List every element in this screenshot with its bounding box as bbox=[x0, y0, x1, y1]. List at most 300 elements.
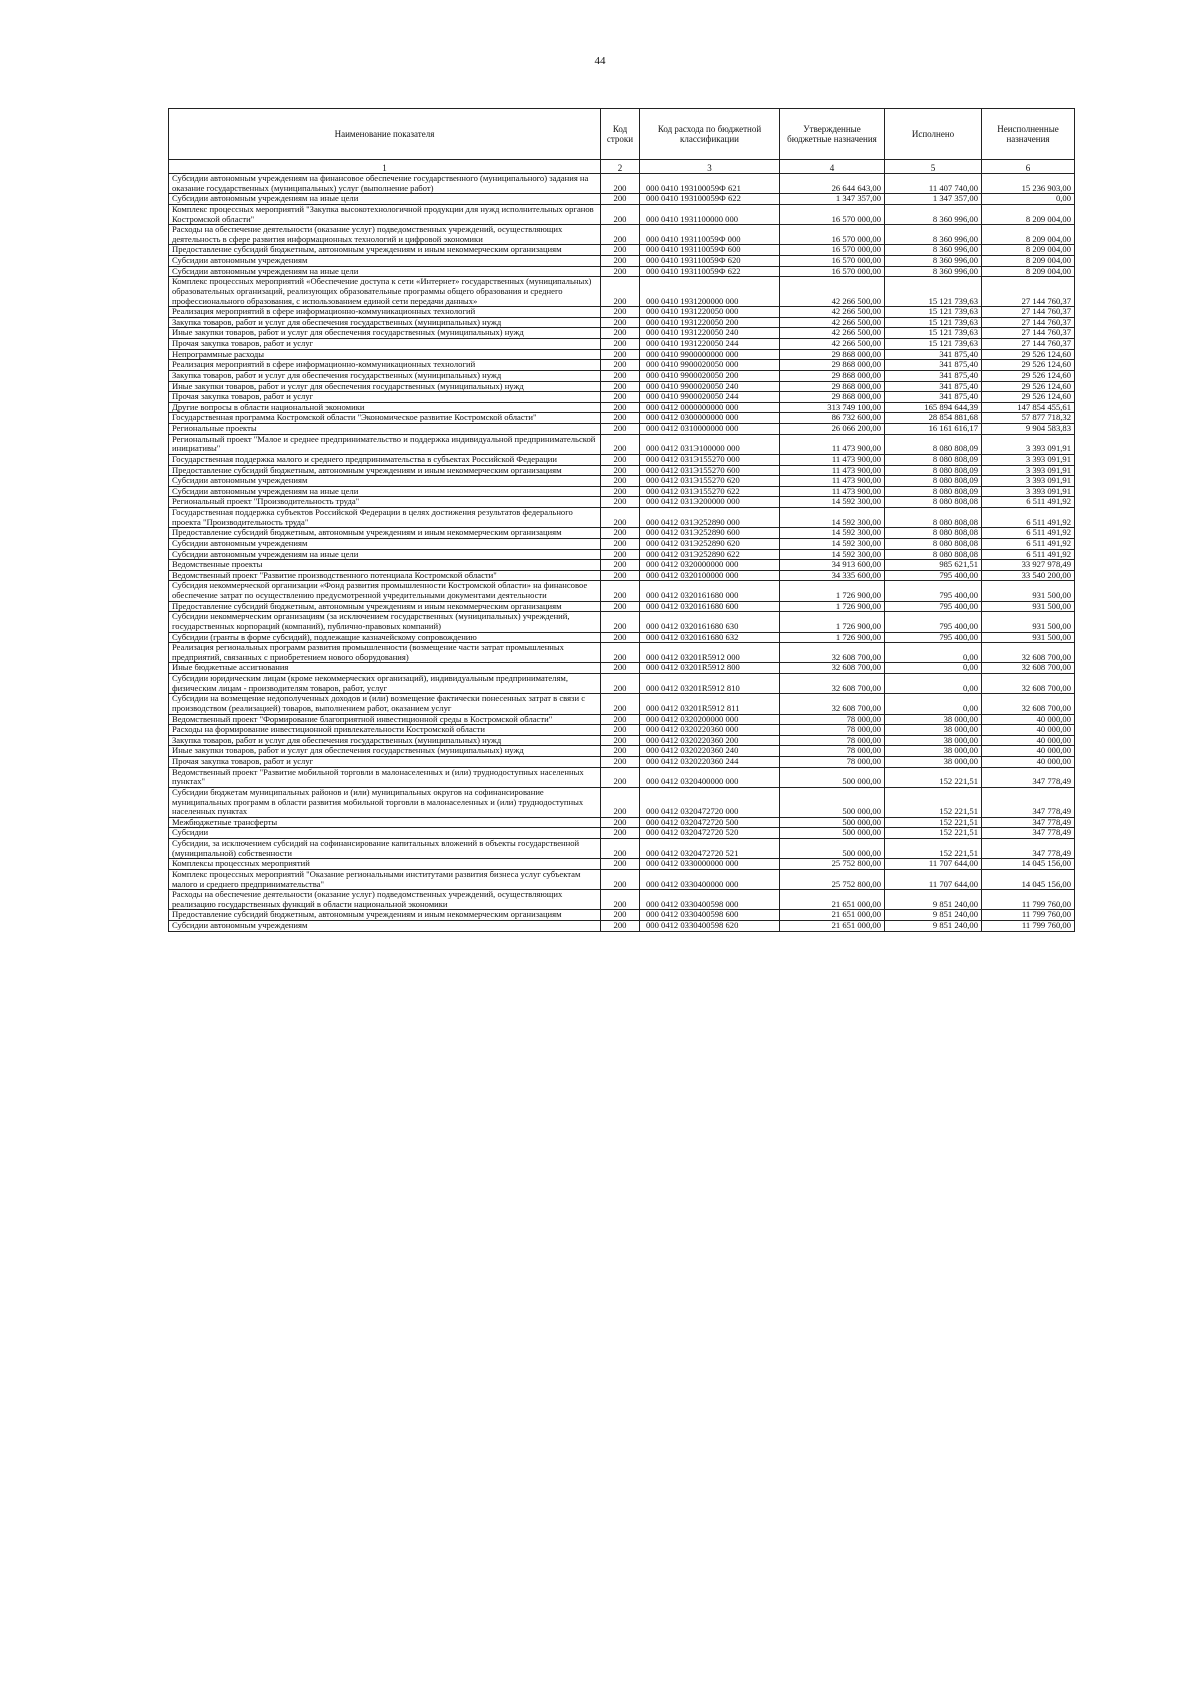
row-executed-cell: 8 080 808,09 bbox=[885, 454, 982, 465]
table-row bbox=[169, 454, 1075, 465]
row-unexecuted-cell: 33 540 200,00 bbox=[982, 570, 1075, 581]
row-line-code-cell: 200 bbox=[601, 225, 640, 245]
row-approved-cell: 34 335 600,00 bbox=[780, 570, 885, 581]
table-row bbox=[169, 663, 1075, 674]
row-line-code-cell: 200 bbox=[601, 381, 640, 392]
column-number: 3 bbox=[640, 160, 780, 174]
row-line-code-cell: 200 bbox=[601, 663, 640, 674]
row-budget-code-cell: 000 0412 031Э155270 620 bbox=[640, 476, 780, 487]
table-row bbox=[169, 787, 1075, 817]
row-unexecuted-cell: 40 000,00 bbox=[982, 757, 1075, 768]
row-budget-code-cell: 000 0412 0320200000 000 bbox=[640, 714, 780, 725]
row-name-cell: Предоставление субсидий бюджетным, автономным учреждениям и иным некоммерческим организациям bbox=[169, 528, 601, 539]
row-executed-cell: 15 121 739,63 bbox=[885, 328, 982, 339]
row-budget-code-cell: 000 0412 0320000000 000 bbox=[640, 560, 780, 571]
row-unexecuted-cell: 9 904 583,83 bbox=[982, 424, 1075, 435]
row-approved-cell: 34 913 600,00 bbox=[780, 560, 885, 571]
row-name-cell: Расходы на обеспечение деятельности (оказание услуг) подведомственных учреждений, осуществляющих деятельность в сфере развития информационных технологий и цифровой экономики bbox=[169, 225, 601, 245]
row-executed-cell: 38 000,00 bbox=[885, 735, 982, 746]
row-unexecuted-cell: 29 526 124,60 bbox=[982, 381, 1075, 392]
row-budget-code-cell: 000 0410 9900020050 000 bbox=[640, 360, 780, 371]
row-budget-code-cell: 000 0412 03201R5912 000 bbox=[640, 643, 780, 663]
row-line-code-cell: 200 bbox=[601, 612, 640, 632]
table-row bbox=[169, 921, 1075, 932]
page-number: 44 bbox=[594, 55, 606, 67]
row-name-cell: Закупка товаров, работ и услуг для обеспечения государственных (муниципальных) нужд bbox=[169, 317, 601, 328]
table-row bbox=[169, 424, 1075, 435]
row-budget-code-cell: 000 0412 0330400598 620 bbox=[640, 921, 780, 932]
row-unexecuted-cell: 8 209 004,00 bbox=[982, 204, 1075, 224]
row-unexecuted-cell: 8 209 004,00 bbox=[982, 225, 1075, 245]
row-line-code-cell: 200 bbox=[601, 174, 640, 194]
row-approved-cell: 21 651 000,00 bbox=[780, 921, 885, 932]
row-unexecuted-cell: 27 144 760,37 bbox=[982, 317, 1075, 328]
row-unexecuted-cell: 27 144 760,37 bbox=[982, 307, 1075, 318]
row-budget-code-cell: 000 0412 0310000000 000 bbox=[640, 424, 780, 435]
row-executed-cell: 28 854 881,68 bbox=[885, 413, 982, 424]
column-number: 1 bbox=[169, 160, 601, 174]
row-unexecuted-cell: 11 799 760,00 bbox=[982, 921, 1075, 932]
row-line-code-cell: 200 bbox=[601, 910, 640, 921]
row-name-cell: Реализация региональных программ развития промышленности (возмещение части затрат промышленных предприятий, связанных с приобретением нового оборудования) bbox=[169, 643, 601, 663]
row-executed-cell: 795 400,00 bbox=[885, 632, 982, 643]
row-name-cell: Субсидии автономным учреждениям на иные цели bbox=[169, 266, 601, 277]
row-unexecuted-cell: 931 500,00 bbox=[982, 612, 1075, 632]
table-row bbox=[169, 225, 1075, 245]
table-row bbox=[169, 465, 1075, 476]
row-line-code-cell: 200 bbox=[601, 360, 640, 371]
row-budget-code-cell: 000 0412 031Э155270 000 bbox=[640, 454, 780, 465]
row-executed-cell: 38 000,00 bbox=[885, 757, 982, 768]
row-approved-cell: 500 000,00 bbox=[780, 767, 885, 787]
table-row bbox=[169, 328, 1075, 339]
row-unexecuted-cell: 14 045 156,00 bbox=[982, 869, 1075, 889]
row-unexecuted-cell: 3 393 091,91 bbox=[982, 486, 1075, 497]
row-budget-code-cell: 000 0410 9900020050 200 bbox=[640, 370, 780, 381]
row-budget-code-cell: 000 0410 9900020050 244 bbox=[640, 392, 780, 403]
table-row bbox=[169, 694, 1075, 714]
column-number-row bbox=[169, 160, 1075, 174]
table-row bbox=[169, 402, 1075, 413]
row-unexecuted-cell: 6 511 491,92 bbox=[982, 497, 1075, 508]
row-executed-cell: 341 875,40 bbox=[885, 381, 982, 392]
row-name-cell: Субсидия некоммерческой организации «Фонд развития промышленности Костромской области» на финансовое обеспечение затрат по осуществлению предусмотренной учредительными документами деятельности bbox=[169, 581, 601, 601]
row-executed-cell: 8 080 808,08 bbox=[885, 497, 982, 508]
table-row bbox=[169, 317, 1075, 328]
table-row bbox=[169, 349, 1075, 360]
row-line-code-cell: 200 bbox=[601, 869, 640, 889]
header-name: Наименование показателя bbox=[169, 109, 601, 160]
row-name-cell: Комплекс процессных мероприятий "Закупка высокотехнологичной продукции для нужд исполнительных органов Костромской области" bbox=[169, 204, 601, 224]
row-executed-cell: 341 875,40 bbox=[885, 360, 982, 371]
row-budget-code-cell: 000 0412 0320161680 630 bbox=[640, 612, 780, 632]
row-approved-cell: 78 000,00 bbox=[780, 714, 885, 725]
row-unexecuted-cell: 6 511 491,92 bbox=[982, 508, 1075, 528]
row-approved-cell: 25 752 800,00 bbox=[780, 859, 885, 870]
row-executed-cell: 8 080 808,08 bbox=[885, 528, 982, 539]
row-approved-cell: 14 592 300,00 bbox=[780, 528, 885, 539]
row-unexecuted-cell: 3 393 091,91 bbox=[982, 465, 1075, 476]
row-unexecuted-cell: 8 209 004,00 bbox=[982, 266, 1075, 277]
row-budget-code-cell: 000 0410 1931220050 244 bbox=[640, 339, 780, 350]
table-row bbox=[169, 890, 1075, 910]
row-budget-code-cell: 000 0412 031Э155270 622 bbox=[640, 486, 780, 497]
row-approved-cell: 1 726 900,00 bbox=[780, 612, 885, 632]
row-approved-cell: 1 347 357,00 bbox=[780, 194, 885, 205]
table-row bbox=[169, 277, 1075, 307]
table-row bbox=[169, 381, 1075, 392]
row-budget-code-cell: 000 0412 0320161680 600 bbox=[640, 601, 780, 612]
row-budget-code-cell: 000 0410 1931200000 000 bbox=[640, 277, 780, 307]
row-line-code-cell: 200 bbox=[601, 194, 640, 205]
row-name-cell: Иные закупки товаров, работ и услуг для обеспечения государственных (муниципальных) нужд bbox=[169, 381, 601, 392]
row-unexecuted-cell: 32 608 700,00 bbox=[982, 694, 1075, 714]
row-approved-cell: 86 732 600,00 bbox=[780, 413, 885, 424]
row-executed-cell: 15 121 739,63 bbox=[885, 339, 982, 350]
row-budget-code-cell: 000 0410 193100059Ф 622 bbox=[640, 194, 780, 205]
row-unexecuted-cell: 347 778,49 bbox=[982, 787, 1075, 817]
table-row bbox=[169, 674, 1075, 694]
row-executed-cell: 0,00 bbox=[885, 663, 982, 674]
row-unexecuted-cell: 40 000,00 bbox=[982, 714, 1075, 725]
table-row bbox=[169, 528, 1075, 539]
row-name-cell: Другие вопросы в области национальной экономики bbox=[169, 402, 601, 413]
row-name-cell: Субсидии автономным учреждениям на иные цели bbox=[169, 486, 601, 497]
row-line-code-cell: 200 bbox=[601, 643, 640, 663]
row-approved-cell: 14 592 300,00 bbox=[780, 549, 885, 560]
row-name-cell: Иные бюджетные ассигнования bbox=[169, 663, 601, 674]
row-unexecuted-cell: 29 526 124,60 bbox=[982, 370, 1075, 381]
row-approved-cell: 1 726 900,00 bbox=[780, 581, 885, 601]
row-budget-code-cell: 000 0412 0300000000 000 bbox=[640, 413, 780, 424]
table-row bbox=[169, 581, 1075, 601]
row-line-code-cell: 200 bbox=[601, 245, 640, 256]
row-name-cell: Предоставление субсидий бюджетным, автономным учреждениям и иным некоммерческим организациям bbox=[169, 245, 601, 256]
row-executed-cell: 38 000,00 bbox=[885, 746, 982, 757]
table-row bbox=[169, 476, 1075, 487]
row-executed-cell: 152 221,51 bbox=[885, 828, 982, 839]
table-row bbox=[169, 486, 1075, 497]
row-unexecuted-cell: 931 500,00 bbox=[982, 601, 1075, 612]
row-line-code-cell: 200 bbox=[601, 632, 640, 643]
budget-execution-table bbox=[168, 108, 1075, 932]
row-executed-cell: 0,00 bbox=[885, 694, 982, 714]
row-budget-code-cell: 000 0412 031Э252890 600 bbox=[640, 528, 780, 539]
table-row bbox=[169, 307, 1075, 318]
row-unexecuted-cell: 3 393 091,91 bbox=[982, 454, 1075, 465]
row-name-cell: Субсидии автономным учреждениям bbox=[169, 921, 601, 932]
row-approved-cell: 14 592 300,00 bbox=[780, 497, 885, 508]
row-budget-code-cell: 000 0410 193110059Ф 622 bbox=[640, 266, 780, 277]
row-name-cell: Региональный проект "Малое и среднее предпринимательство и поддержка индивидуальной предпринимательской инициативы" bbox=[169, 434, 601, 454]
row-unexecuted-cell: 40 000,00 bbox=[982, 725, 1075, 736]
row-line-code-cell: 200 bbox=[601, 497, 640, 508]
row-line-code-cell: 200 bbox=[601, 424, 640, 435]
row-line-code-cell: 200 bbox=[601, 277, 640, 307]
row-name-cell: Региональный проект "Производительность труда" bbox=[169, 497, 601, 508]
table-row bbox=[169, 725, 1075, 736]
row-line-code-cell: 200 bbox=[601, 767, 640, 787]
row-line-code-cell: 200 bbox=[601, 204, 640, 224]
row-name-cell: Иные закупки товаров, работ и услуг для обеспечения государственных (муниципальных) нужд bbox=[169, 746, 601, 757]
row-line-code-cell: 200 bbox=[601, 392, 640, 403]
row-approved-cell: 78 000,00 bbox=[780, 757, 885, 768]
table-row bbox=[169, 508, 1075, 528]
row-approved-cell: 32 608 700,00 bbox=[780, 674, 885, 694]
row-line-code-cell: 200 bbox=[601, 528, 640, 539]
row-executed-cell: 152 221,51 bbox=[885, 787, 982, 817]
table-row bbox=[169, 869, 1075, 889]
row-line-code-cell: 200 bbox=[601, 828, 640, 839]
row-line-code-cell: 200 bbox=[601, 549, 640, 560]
row-name-cell: Ведомственный проект "Развитие производственного потенциала Костромской области" bbox=[169, 570, 601, 581]
row-line-code-cell: 200 bbox=[601, 581, 640, 601]
row-name-cell: Прочая закупка товаров, работ и услуг bbox=[169, 339, 601, 350]
row-executed-cell: 152 221,51 bbox=[885, 817, 982, 828]
row-budget-code-cell: 000 0412 0320100000 000 bbox=[640, 570, 780, 581]
row-unexecuted-cell: 8 209 004,00 bbox=[982, 245, 1075, 256]
table-row bbox=[169, 839, 1075, 859]
row-budget-code-cell: 000 0412 0320472720 500 bbox=[640, 817, 780, 828]
row-approved-cell: 16 570 000,00 bbox=[780, 266, 885, 277]
row-budget-code-cell: 000 0412 0330000000 000 bbox=[640, 859, 780, 870]
row-executed-cell: 8 080 808,09 bbox=[885, 465, 982, 476]
row-approved-cell: 29 868 000,00 bbox=[780, 349, 885, 360]
row-line-code-cell: 200 bbox=[601, 328, 640, 339]
row-budget-code-cell: 000 0412 0320472720 520 bbox=[640, 828, 780, 839]
row-executed-cell: 152 221,51 bbox=[885, 839, 982, 859]
row-executed-cell: 8 360 996,00 bbox=[885, 256, 982, 267]
row-budget-code-cell: 000 0412 031Э155270 600 bbox=[640, 465, 780, 476]
row-executed-cell: 795 400,00 bbox=[885, 570, 982, 581]
row-name-cell: Иные закупки товаров, работ и услуг для обеспечения государственных (муниципальных) нужд bbox=[169, 328, 601, 339]
row-line-code-cell: 200 bbox=[601, 486, 640, 497]
row-budget-code-cell: 000 0412 0330400598 600 bbox=[640, 910, 780, 921]
row-executed-cell: 11 707 644,00 bbox=[885, 859, 982, 870]
row-executed-cell: 11 707 644,00 bbox=[885, 869, 982, 889]
column-number: 2 bbox=[601, 160, 640, 174]
row-executed-cell: 165 894 644,39 bbox=[885, 402, 982, 413]
row-unexecuted-cell: 29 526 124,60 bbox=[982, 349, 1075, 360]
row-line-code-cell: 200 bbox=[601, 787, 640, 817]
row-executed-cell: 795 400,00 bbox=[885, 601, 982, 612]
row-unexecuted-cell: 27 144 760,37 bbox=[982, 339, 1075, 350]
table-row bbox=[169, 256, 1075, 267]
table-row bbox=[169, 767, 1075, 787]
row-approved-cell: 16 570 000,00 bbox=[780, 256, 885, 267]
row-line-code-cell: 200 bbox=[601, 454, 640, 465]
row-executed-cell: 9 851 240,00 bbox=[885, 890, 982, 910]
row-approved-cell: 29 868 000,00 bbox=[780, 392, 885, 403]
row-approved-cell: 25 752 800,00 bbox=[780, 869, 885, 889]
row-approved-cell: 42 266 500,00 bbox=[780, 277, 885, 307]
row-name-cell: Предоставление субсидий бюджетным, автономным учреждениям и иным некоммерческим организациям bbox=[169, 465, 601, 476]
table-row bbox=[169, 714, 1075, 725]
row-executed-cell: 8 360 996,00 bbox=[885, 225, 982, 245]
row-budget-code-cell: 000 0412 0320220360 244 bbox=[640, 757, 780, 768]
row-approved-cell: 500 000,00 bbox=[780, 817, 885, 828]
row-unexecuted-cell: 931 500,00 bbox=[982, 632, 1075, 643]
row-line-code-cell: 200 bbox=[601, 476, 640, 487]
row-line-code-cell: 200 bbox=[601, 307, 640, 318]
header-unexecuted: Неисполненные назначения bbox=[982, 109, 1075, 160]
row-unexecuted-cell: 15 236 903,00 bbox=[982, 174, 1075, 194]
row-approved-cell: 500 000,00 bbox=[780, 839, 885, 859]
row-name-cell: Ведомственные проекты bbox=[169, 560, 601, 571]
column-number: 6 bbox=[982, 160, 1075, 174]
row-budget-code-cell: 000 0410 1931220050 240 bbox=[640, 328, 780, 339]
row-name-cell: Расходы на обеспечение деятельности (оказание услуг) подведомственных учреждений, осуществляющих реализацию государственных функций в области национальной экономики bbox=[169, 890, 601, 910]
row-budget-code-cell: 000 0412 031Э100000 000 bbox=[640, 434, 780, 454]
row-line-code-cell: 200 bbox=[601, 560, 640, 571]
row-approved-cell: 14 592 300,00 bbox=[780, 508, 885, 528]
row-approved-cell: 1 726 900,00 bbox=[780, 601, 885, 612]
row-line-code-cell: 200 bbox=[601, 921, 640, 932]
row-unexecuted-cell: 11 799 760,00 bbox=[982, 890, 1075, 910]
header-executed: Исполнено bbox=[885, 109, 982, 160]
table-row bbox=[169, 360, 1075, 371]
row-name-cell: Межбюджетные трансферты bbox=[169, 817, 601, 828]
row-name-cell: Субсидии автономным учреждениям bbox=[169, 538, 601, 549]
row-approved-cell: 42 266 500,00 bbox=[780, 307, 885, 318]
table-row bbox=[169, 817, 1075, 828]
row-unexecuted-cell: 0,00 bbox=[982, 194, 1075, 205]
row-executed-cell: 152 221,51 bbox=[885, 767, 982, 787]
row-unexecuted-cell: 27 144 760,37 bbox=[982, 277, 1075, 307]
row-approved-cell: 29 868 000,00 bbox=[780, 360, 885, 371]
row-unexecuted-cell: 6 511 491,92 bbox=[982, 549, 1075, 560]
row-unexecuted-cell: 347 778,49 bbox=[982, 817, 1075, 828]
row-approved-cell: 42 266 500,00 bbox=[780, 328, 885, 339]
header-budget-code: Код расхода по бюджетной классификации bbox=[640, 109, 780, 160]
row-executed-cell: 9 851 240,00 bbox=[885, 910, 982, 921]
table-row bbox=[169, 266, 1075, 277]
row-name-cell: Комплекс процессных мероприятий «Обеспечение доступа к сети «Интернет» государственных (муниципальных) образовательных организаций, реализующих образовательные программы общего образования и среднего профессионального образования, с использованием единой сети передачи данных» bbox=[169, 277, 601, 307]
table-row bbox=[169, 549, 1075, 560]
row-approved-cell: 500 000,00 bbox=[780, 787, 885, 817]
row-name-cell: Субсидии бюджетам муниципальных районов и (или) муниципальных округов на софинансирование муниципальных программ в области развития мобильной торговли в малонаселенных и (или) труднодоступных населенных пунктах bbox=[169, 787, 601, 817]
row-name-cell: Субсидии некоммерческим организациям (за исключением государственных (муниципальных) учреждений, государственных корпораций (компаний), публично-правовых компаний) bbox=[169, 612, 601, 632]
row-budget-code-cell: 000 0410 9900000000 000 bbox=[640, 349, 780, 360]
table-row bbox=[169, 434, 1075, 454]
table-row bbox=[169, 757, 1075, 768]
row-budget-code-cell: 000 0412 0330400000 000 bbox=[640, 869, 780, 889]
row-name-cell: Реализация мероприятий в сфере информационно-коммуникационных технологий bbox=[169, 360, 601, 371]
row-name-cell: Государственная программа Костромской области "Экономическое развитие Костромской области" bbox=[169, 413, 601, 424]
row-executed-cell: 8 080 808,08 bbox=[885, 508, 982, 528]
row-name-cell: Субсидии (гранты в форме субсидий), подлежащие казначейскому сопровождению bbox=[169, 632, 601, 643]
row-unexecuted-cell: 40 000,00 bbox=[982, 735, 1075, 746]
row-budget-code-cell: 000 0412 0320220360 200 bbox=[640, 735, 780, 746]
row-name-cell: Предоставление субсидий бюджетным, автономным учреждениям и иным некоммерческим организациям bbox=[169, 601, 601, 612]
row-name-cell: Комплексы процессных мероприятий bbox=[169, 859, 601, 870]
row-line-code-cell: 200 bbox=[601, 694, 640, 714]
row-approved-cell: 32 608 700,00 bbox=[780, 663, 885, 674]
row-approved-cell: 42 266 500,00 bbox=[780, 317, 885, 328]
row-name-cell: Расходы на формирование инвестиционной привлекательности Костромской области bbox=[169, 725, 601, 736]
row-line-code-cell: 200 bbox=[601, 317, 640, 328]
row-budget-code-cell: 000 0412 031Э252890 000 bbox=[640, 508, 780, 528]
row-approved-cell: 78 000,00 bbox=[780, 735, 885, 746]
row-budget-code-cell: 000 0412 03201R5912 810 bbox=[640, 674, 780, 694]
row-line-code-cell: 200 bbox=[601, 735, 640, 746]
table-row bbox=[169, 413, 1075, 424]
row-name-cell: Субсидии автономным учреждениям на финансовое обеспечение государственного (муниципального) задания на оказание государственных (муниципальных) услуг (выполнение работ) bbox=[169, 174, 601, 194]
row-name-cell: Закупка товаров, работ и услуг для обеспечения государственных (муниципальных) нужд bbox=[169, 370, 601, 381]
row-budget-code-cell: 000 0412 031Э252890 620 bbox=[640, 538, 780, 549]
table-row bbox=[169, 497, 1075, 508]
row-executed-cell: 15 121 739,63 bbox=[885, 307, 982, 318]
row-budget-code-cell: 000 0412 0320220360 240 bbox=[640, 746, 780, 757]
row-line-code-cell: 200 bbox=[601, 465, 640, 476]
row-name-cell: Субсидии автономным учреждениям bbox=[169, 476, 601, 487]
column-number: 4 bbox=[780, 160, 885, 174]
row-approved-cell: 32 608 700,00 bbox=[780, 643, 885, 663]
table-row bbox=[169, 194, 1075, 205]
row-approved-cell: 26 644 643,00 bbox=[780, 174, 885, 194]
row-executed-cell: 8 360 996,00 bbox=[885, 245, 982, 256]
row-executed-cell: 8 080 808,09 bbox=[885, 434, 982, 454]
row-budget-code-cell: 000 0410 1931220050 200 bbox=[640, 317, 780, 328]
row-budget-code-cell: 000 0410 193100059Ф 621 bbox=[640, 174, 780, 194]
table-row bbox=[169, 828, 1075, 839]
row-name-cell: Государственная поддержка малого и среднего предпринимательства в субъектах Российской Федерации bbox=[169, 454, 601, 465]
row-approved-cell: 16 570 000,00 bbox=[780, 225, 885, 245]
row-executed-cell: 16 161 616,17 bbox=[885, 424, 982, 435]
table-row bbox=[169, 370, 1075, 381]
row-name-cell: Субсидии автономным учреждениям bbox=[169, 256, 601, 267]
row-unexecuted-cell: 57 877 718,32 bbox=[982, 413, 1075, 424]
row-approved-cell: 11 473 900,00 bbox=[780, 454, 885, 465]
row-name-cell: Субсидии на возмещение недополученных доходов и (или) возмещение фактически понесенных затрат в связи с производством (реализацией) товаров, выполнением работ, оказанием услуг bbox=[169, 694, 601, 714]
row-line-code-cell: 200 bbox=[601, 570, 640, 581]
row-unexecuted-cell: 32 608 700,00 bbox=[982, 643, 1075, 663]
row-executed-cell: 0,00 bbox=[885, 674, 982, 694]
row-line-code-cell: 200 bbox=[601, 839, 640, 859]
row-unexecuted-cell: 3 393 091,91 bbox=[982, 434, 1075, 454]
row-budget-code-cell: 000 0412 0320472720 521 bbox=[640, 839, 780, 859]
row-executed-cell: 8 080 808,08 bbox=[885, 549, 982, 560]
row-budget-code-cell: 000 0412 0320161680 000 bbox=[640, 581, 780, 601]
row-unexecuted-cell: 32 608 700,00 bbox=[982, 663, 1075, 674]
row-name-cell: Государственная поддержка субъектов Российской Федерации в целях достижения результатов федерального проекта "Производительность труда" bbox=[169, 508, 601, 528]
row-line-code-cell: 200 bbox=[601, 538, 640, 549]
row-unexecuted-cell: 347 778,49 bbox=[982, 767, 1075, 787]
row-name-cell: Реализация мероприятий в сфере информационно-коммуникационных технологий bbox=[169, 307, 601, 318]
table-header bbox=[169, 109, 1075, 174]
row-budget-code-cell: 000 0412 0320400000 000 bbox=[640, 767, 780, 787]
row-unexecuted-cell: 33 927 978,49 bbox=[982, 560, 1075, 571]
table-row bbox=[169, 859, 1075, 870]
row-name-cell: Закупка товаров, работ и услуг для обеспечения государственных (муниципальных) нужд bbox=[169, 735, 601, 746]
row-name-cell: Субсидии автономным учреждениям на иные цели bbox=[169, 549, 601, 560]
row-name-cell: Прочая закупка товаров, работ и услуг bbox=[169, 392, 601, 403]
row-executed-cell: 15 121 739,63 bbox=[885, 277, 982, 307]
row-unexecuted-cell: 32 608 700,00 bbox=[982, 674, 1075, 694]
row-line-code-cell: 200 bbox=[601, 714, 640, 725]
row-approved-cell: 42 266 500,00 bbox=[780, 339, 885, 350]
row-name-cell: Региональные проекты bbox=[169, 424, 601, 435]
header-line-code: Код строки bbox=[601, 109, 640, 160]
row-name-cell: Субсидии, за исключением субсидий на софинансирование капитальных вложений в объекты государственной (муниципальной) собственности bbox=[169, 839, 601, 859]
row-approved-cell: 26 066 200,00 bbox=[780, 424, 885, 435]
row-line-code-cell: 200 bbox=[601, 434, 640, 454]
row-approved-cell: 21 651 000,00 bbox=[780, 890, 885, 910]
row-budget-code-cell: 000 0410 1931220050 000 bbox=[640, 307, 780, 318]
row-name-cell: Комплекс процессных мероприятий "Оказание региональными институтами развития бизнеса услуг субъектам малого и среднего предпринимательства" bbox=[169, 869, 601, 889]
row-line-code-cell: 200 bbox=[601, 725, 640, 736]
row-name-cell: Прочая закупка товаров, работ и услуг bbox=[169, 757, 601, 768]
